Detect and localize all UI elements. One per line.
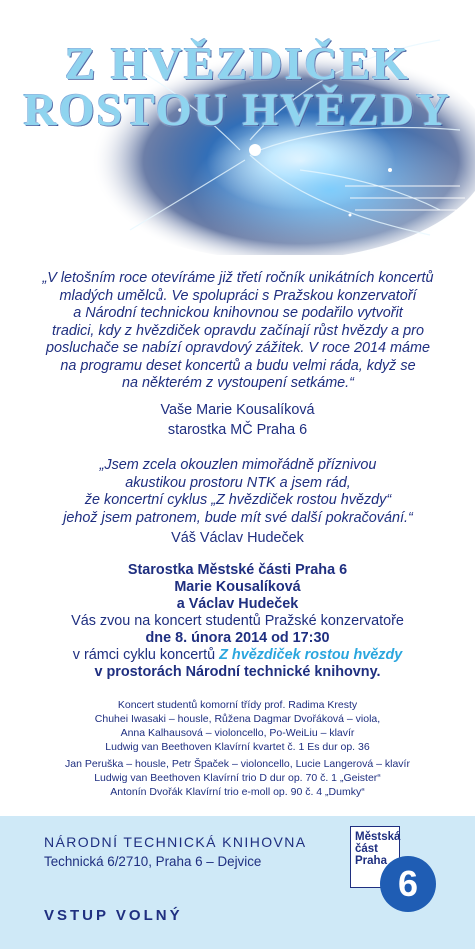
program-line: Ludwig van Beethoven Klavírní trio D dur op. 70 č. 1 „Geister“ bbox=[94, 772, 381, 784]
signature-kousalikova: Vaše Marie Kousalíková bbox=[160, 402, 315, 418]
quote-line: „Jsem zcela okouzlen mimořádně příznivou bbox=[99, 457, 377, 473]
quote-line: na některém z vystoupení setkáme.“ bbox=[122, 375, 354, 391]
footer bbox=[0, 816, 475, 949]
quote-line: „V letošním roce otevíráme již třetí ročník unikátních koncertů bbox=[42, 270, 434, 286]
program-line: Chuhei Iwasaki – housle, Růžena Dagmar Dvořáková – viola, bbox=[94, 713, 381, 725]
invitation-cohost: a Václav Hudeček bbox=[176, 596, 299, 612]
program-line: Antonín Dvořák Klavírní trio e-moll op. 90 č. 4 „Dumky“ bbox=[110, 786, 365, 798]
logo-text: část bbox=[355, 843, 379, 855]
quote-line: mladých umělců. Ve spolupráci s Pražskou konzervatoří bbox=[59, 287, 417, 304]
invitation bbox=[0, 562, 475, 681]
logo-text: Praha bbox=[355, 855, 387, 867]
program-block-2 bbox=[0, 757, 475, 799]
quote-line: že koncertní cyklus „Z hvězdiček rostou hvězdy“ bbox=[84, 492, 392, 508]
quote-line: jehož jsem patronem, bude mít své další pokračování.“ bbox=[63, 509, 413, 526]
invitation-date: dne 8. února 2014 od 17:30 bbox=[145, 630, 330, 646]
quote-line: tradici, kdy z hvězdiček opravdu začínají růst hvězdy a pro bbox=[52, 322, 424, 339]
invitation-venue: v prostorách Národní technické knihovny. bbox=[94, 664, 381, 680]
role-kousalikova: starostka MČ Praha 6 bbox=[167, 422, 308, 438]
admission-free: VSTUP VOLNÝ bbox=[44, 907, 183, 924]
program-block-1 bbox=[0, 698, 475, 754]
institution-name: NÁRODNÍ TECHNICKÁ KNIHOVNA bbox=[44, 834, 307, 850]
quote-line: akustikou prostoru NTK a jsem rád, bbox=[125, 474, 351, 491]
quote-kousalikova bbox=[18, 270, 458, 393]
logo-text: Městská bbox=[355, 831, 401, 843]
logo-number: 6 bbox=[397, 863, 419, 904]
quote-line: na programu deset koncertů a budu velmi ráda, když se bbox=[60, 357, 416, 374]
signature-hudecek: Váš Václav Hudeček bbox=[171, 530, 304, 546]
quote-line: a Národní technickou knihovnou se podařilo vytvořit bbox=[73, 305, 403, 321]
quote-hudecek bbox=[18, 457, 458, 527]
cycle-name: Z hvězdiček rostou hvězdy bbox=[219, 647, 403, 663]
invitation-cycle bbox=[0, 647, 475, 664]
program-line: Jan Peruška – housle, Petr Špaček – violoncello, Lucie Langerová – klavír bbox=[65, 758, 410, 770]
title-line-1: Z HVĚZDIČEK bbox=[64, 38, 411, 89]
program-line: Ludwig van Beethoven Klavírní kvartet č. 1 Es dur op. 36 bbox=[105, 741, 370, 753]
invitation-host-name: Marie Kousalíková bbox=[174, 579, 301, 595]
program-line: Koncert studentů komorní třídy prof. Radima Kresty bbox=[117, 699, 358, 711]
invitation-text: Vás zvou na koncert studentů Pražské konzervatoře bbox=[71, 613, 404, 629]
title-line-2: ROSTOU HVĚZDY bbox=[23, 84, 452, 135]
program-line: Anna Kalhausová – violoncello, Po-WeiLiu – klavír bbox=[120, 727, 355, 739]
invitation-host-line: Starostka Městské části Praha 6 bbox=[127, 562, 348, 578]
quote-line: posluchače se nabízí opravdový zážitek. V roce 2014 máme bbox=[46, 340, 430, 356]
praha6-logo bbox=[350, 826, 440, 936]
hero-artwork bbox=[0, 0, 475, 255]
cycle-prefix: v rámci cyklu koncertů bbox=[72, 647, 220, 663]
institution-address: Technická 6/2710, Praha 6 – Dejvice bbox=[44, 854, 262, 869]
